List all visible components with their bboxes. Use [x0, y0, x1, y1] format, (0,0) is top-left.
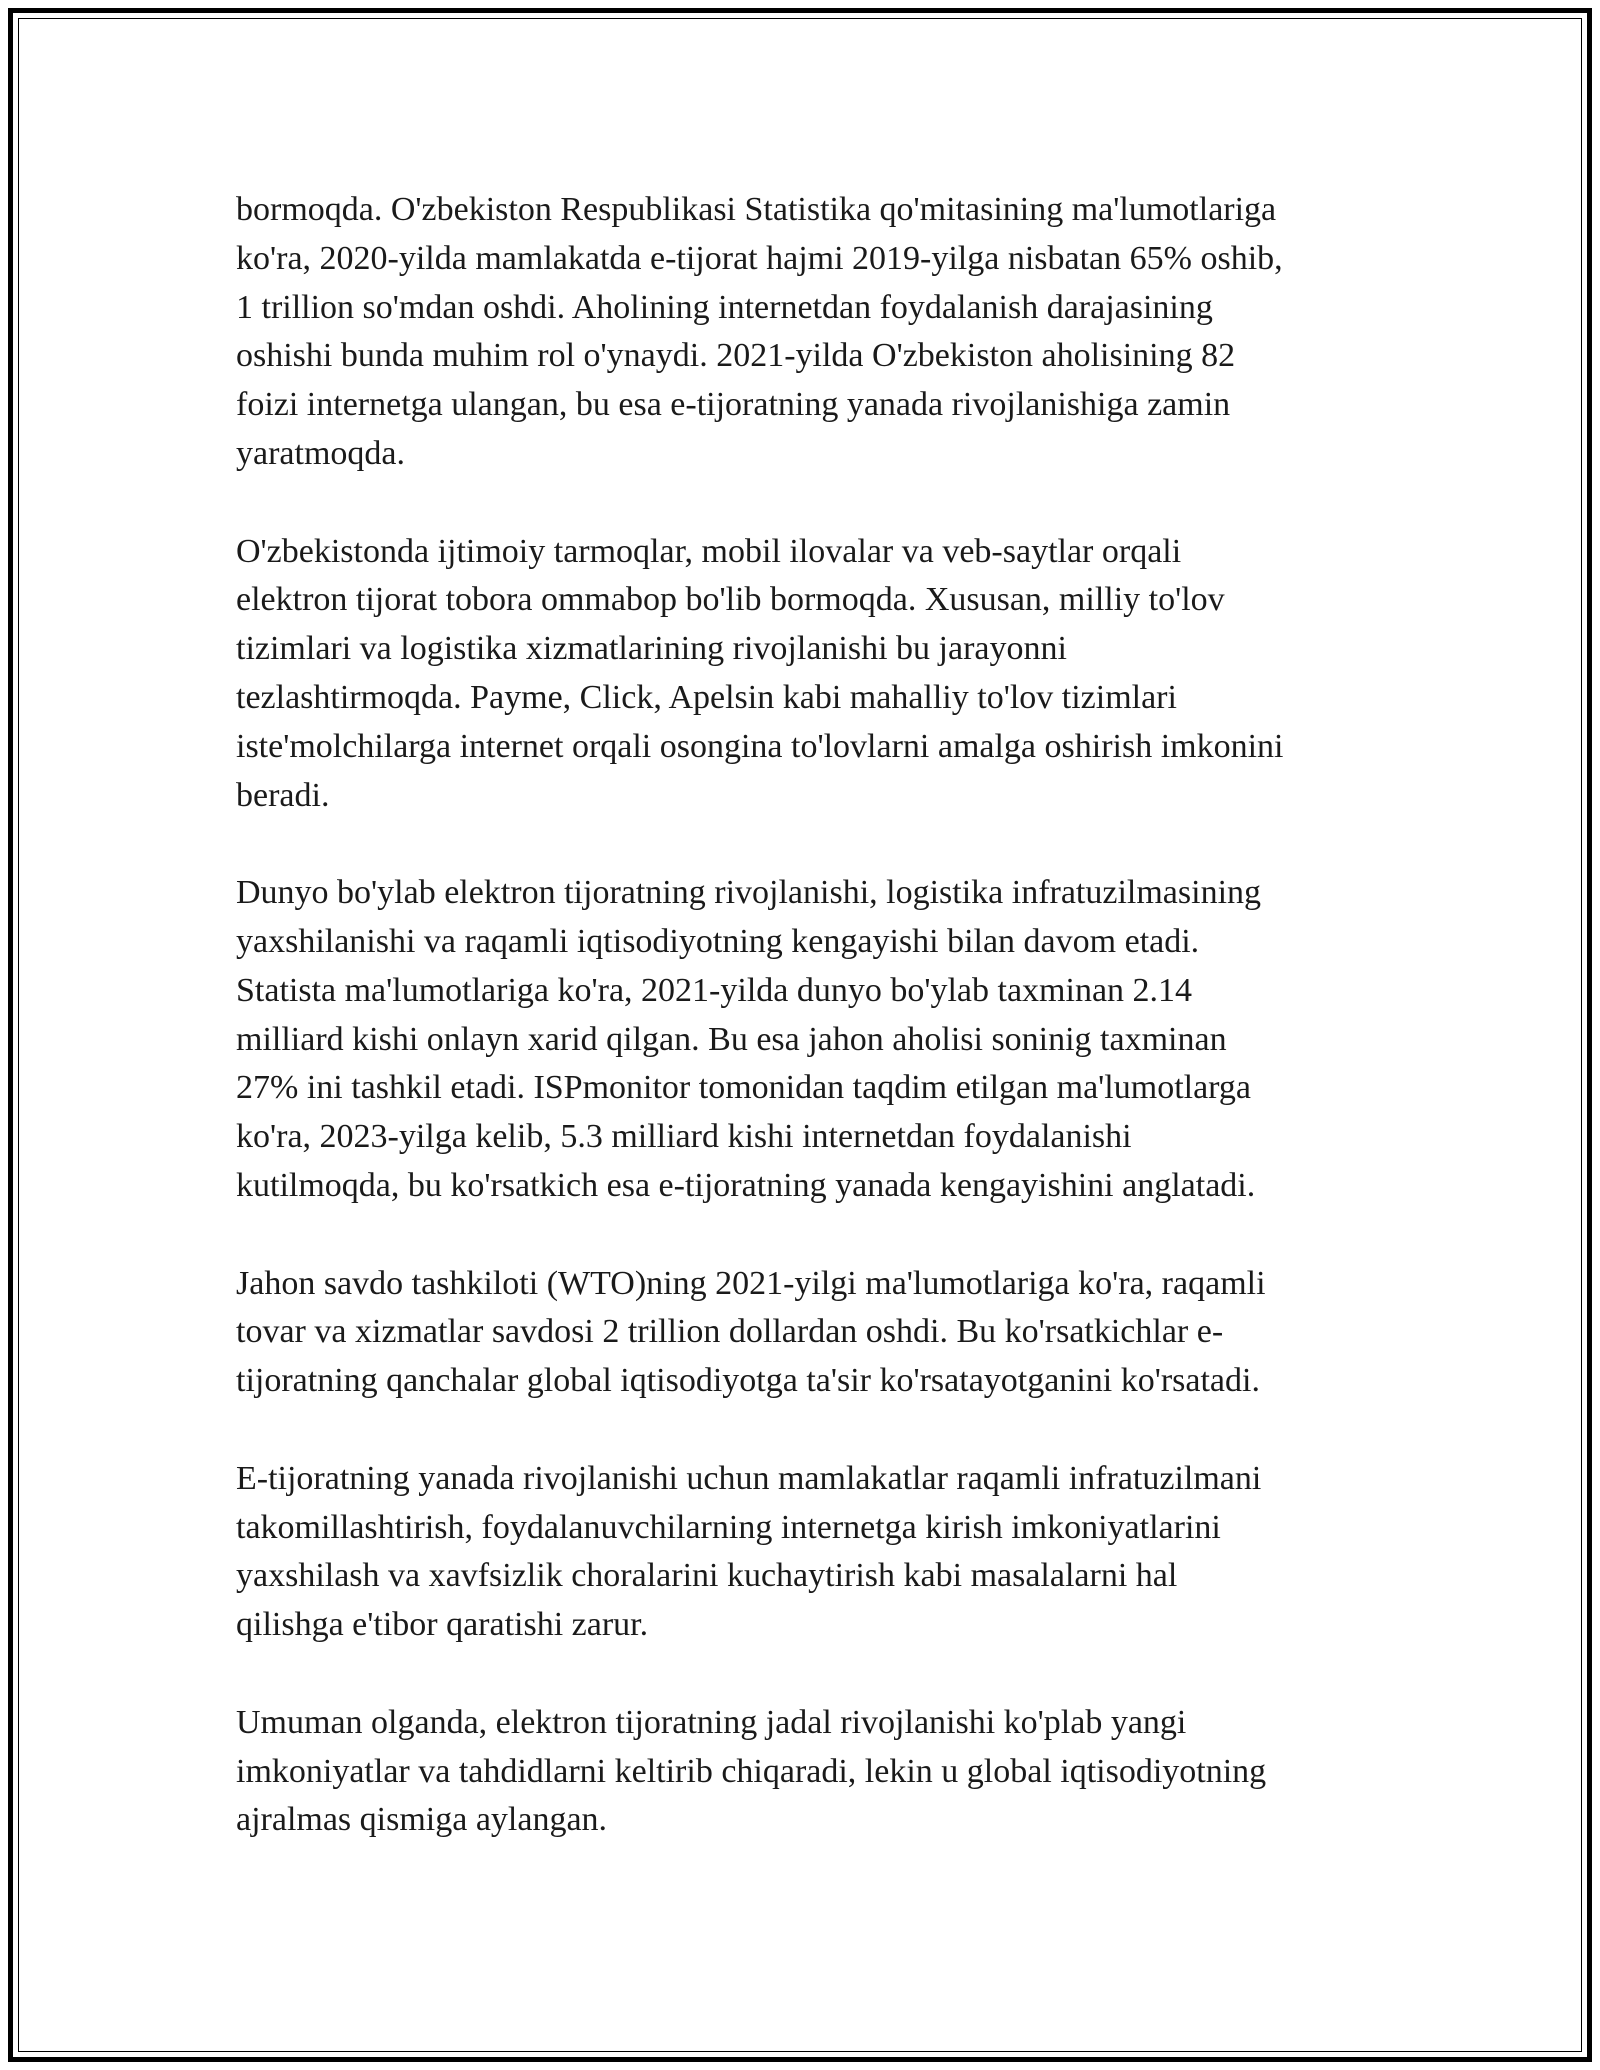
paragraph-4: Jahon savdo tashkiloti (WTO)ning 2021-yilgi ma'lumotlariga ko'ra, raqamli tovar va xizmatlar savdosi 2 trillion dollardan oshdi. Bu ko'rsatkichlar e- tijoratning qanchalar global iqtisodiyotga ta'sir ko'rsatayotganini ko'rsatadi. — [236, 1264, 1266, 1400]
paragraph-1: bormoqda. O'zbekiston Respublikasi Statistika qo'mitasining ma'lumotlariga ko'ra, 2020-yilda mamlakatda e-tijorat hajmi 2019-yilga nisbatan 65% oshib, 1 trillion so'mdan oshdi. Aholining internetdan foydalanish darajasining oshishi bunda muhim rol o'ynaydi. 2021-yilda O'zbekiston aholisining 82 foizi internetga ulangan, bu esa e-tijoratning yanada rivojlanishiga zamin yaratmoqda. — [236, 191, 1283, 472]
paragraph-3: Dunyo bo'ylab elektron tijoratning rivojlanishi, logistika infratuzilmasining yaxshilanishi va raqamli iqtisodiyotning kengayishi bilan davom etadi. Statista ma'lumotlariga ko'ra, 2021-yilda dunyo bo'ylab taxminan 2.14 milliard kishi onlayn xarid qilgan. Bu esa jahon aholisi soninig taxminan 27% ini tashkil etadi. ISPmonitor tomonidan taqdim etilgan ma'lumotlarga ko'ra, 2023-yilga kelib, 5.3 milliard kishi internetdan foydalanishi kutilmoqda, bu ko'rsatkich esa e-tijoratning yanada kengayishini anglatadi. — [236, 874, 1262, 1204]
paragraph-2: O'zbekistonda ijtimoiy tarmoqlar, mobil ilovalar va veb-saytlar orqali elektron tijorat tobora ommabop bo'lib bormoqda. Xususan, milliy to'lov tizimlari va logistika xizmatlarining rivojlanishi bu jarayonni tezlashtirmoqda. Payme, Click, Apelsin kabi mahalliy to'lov tizimlari iste'molchilarga internet orqali osongina to'lovlarni amalga oshirish imkonini beradi. — [236, 532, 1284, 814]
paragraph-6: Umuman olganda, elektron tijoratning jadal rivojlanishi ko'plab yangi imkoniyatlar va tahdidlarni keltirib chiqaradi, lekin u global iqtisodiyotning ajralmas qismiga aylangan. — [236, 1703, 1267, 1839]
paragraph-5: E-tijoratning yanada rivojlanishi uchun mamlakatlar raqamli infratuzilmani takomillashtirish, foydalanuvchilarning internetga kirish imkoniyatlarini yaxshilash va xavfsizlik choralarini kuchaytirish kabi masalalarni hal qilishga e'tibor qaratishi zarur. — [236, 1459, 1262, 1644]
document-body — [236, 186, 1376, 1894]
